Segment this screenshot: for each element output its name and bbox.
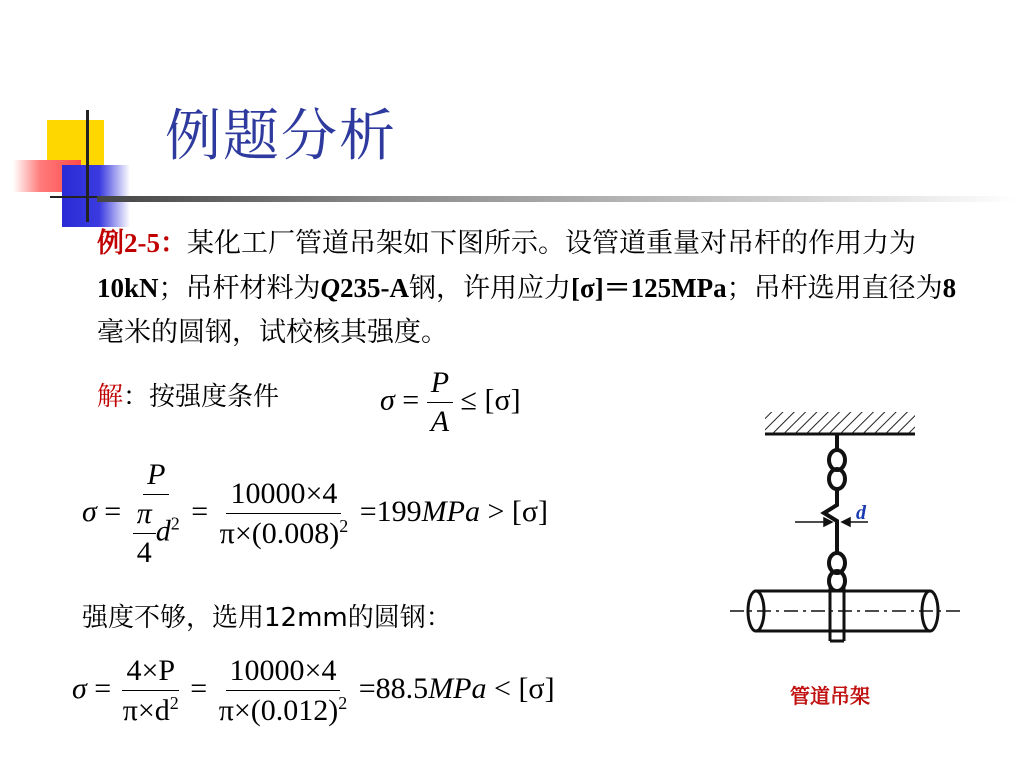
equation-8mm-check — [82, 458, 548, 570]
decorative-horizontal-line — [50, 196, 100, 198]
eq3-denominator-2-base: π×(0.012) — [218, 694, 339, 727]
insufficient-strength-note: 强度不够，选用12mm的圆钢： — [82, 603, 452, 633]
eq2-denominator-1 — [129, 495, 184, 570]
problem-force: 10kN — [97, 273, 159, 303]
eq2-rhs: [σ] — [511, 494, 549, 528]
eq2-fraction-2 — [216, 477, 353, 551]
pipe-hanger-diagram — [720, 395, 990, 665]
title-underline-rule — [97, 196, 1017, 202]
eq3-numerator-1: 4×P — [122, 654, 179, 691]
problem-text-d: ；吊杆选用直径为 — [726, 273, 943, 304]
eq3-denominator-2 — [215, 691, 352, 728]
eq2-pi: π — [133, 497, 156, 534]
eq2-four: 4 — [136, 536, 152, 569]
eq1-fraction — [427, 366, 453, 439]
eq2-fraction-1 — [129, 458, 184, 570]
eq2-equals-2: = — [191, 494, 209, 528]
eq2-relation: > — [487, 494, 505, 528]
eq3-result-unit: MPa — [428, 671, 487, 705]
problem-allowable-stress: [σ]＝125MPa — [571, 273, 727, 303]
eq3-denominator-1 — [119, 691, 183, 728]
eq2-numerator-2: 10000×4 — [226, 477, 341, 514]
eq3-denominator-1-exponent: 2 — [169, 693, 179, 713]
eq2-d-exponent: 2 — [170, 513, 180, 534]
eq1-sigma: σ — [380, 383, 395, 417]
eq3-numerator-2: 10000×4 — [226, 654, 341, 691]
eq2-result-unit: MPa — [421, 494, 480, 528]
eq1-rhs: [σ] — [484, 383, 521, 417]
problem-label: 例2-5： — [97, 228, 187, 258]
eq3-fraction-1 — [119, 654, 183, 728]
eq2-sigma: σ — [82, 494, 97, 528]
eq1-relation: ≤ — [460, 383, 478, 417]
eq3-sigma: σ — [72, 671, 87, 705]
eq3-rhs: [σ] — [518, 671, 555, 705]
eq2-denominator-2 — [216, 514, 353, 551]
eq3-result: =88.5 — [358, 671, 429, 705]
page-title: 例题分析 — [165, 104, 397, 169]
upper-chain-links — [829, 434, 845, 489]
eq2-equals: = — [104, 494, 122, 528]
eq3-relation: < — [494, 671, 511, 705]
eq3-equals: = — [94, 671, 112, 705]
eq2-denominator-2-base: π×(0.008) — [219, 517, 340, 550]
eq2-result: =199 — [359, 494, 422, 528]
problem-text-e: 毫米的圆钢，试校核其强度。 — [97, 317, 448, 348]
eq3-fraction-2 — [215, 654, 352, 728]
eq2-d: d — [155, 514, 171, 548]
solution-text: ：按强度条件 — [123, 382, 280, 412]
diameter-label: d — [856, 502, 866, 524]
solution-label: 解 — [97, 382, 124, 412]
problem-diameter: 8 — [942, 273, 957, 303]
eq2-denominator-2-exponent: 2 — [339, 516, 349, 536]
eq3-equals-2: = — [190, 671, 208, 705]
problem-text-b: ；吊杆材料为 — [158, 273, 321, 304]
eq1-equals: = — [402, 383, 420, 417]
eq2-numerator-1: P — [143, 458, 169, 495]
equation-12mm-check — [72, 654, 555, 728]
problem-statement — [97, 221, 977, 355]
decorative-vertical-line — [86, 110, 89, 222]
problem-text-a: 某化工厂管道吊架如下图所示。设管道重量对吊杆的作用力为 — [187, 228, 916, 259]
eq2-pi-over-four — [133, 497, 156, 570]
ceiling-hatch — [765, 412, 915, 434]
problem-material-rest: 235-A — [340, 273, 410, 303]
eq3-denominator-1-base: π×d — [122, 694, 170, 727]
eq1-denominator: A — [430, 405, 450, 438]
problem-text-c: 钢，许用应力 — [409, 273, 572, 304]
solution-line — [97, 376, 279, 413]
equation-strength-condition — [380, 366, 521, 439]
eq1-numerator: P — [427, 366, 453, 403]
problem-material-italic: Q — [320, 273, 341, 303]
diagram-caption: 管道吊架 — [790, 684, 870, 708]
eq3-denominator-2-exponent: 2 — [338, 693, 348, 713]
